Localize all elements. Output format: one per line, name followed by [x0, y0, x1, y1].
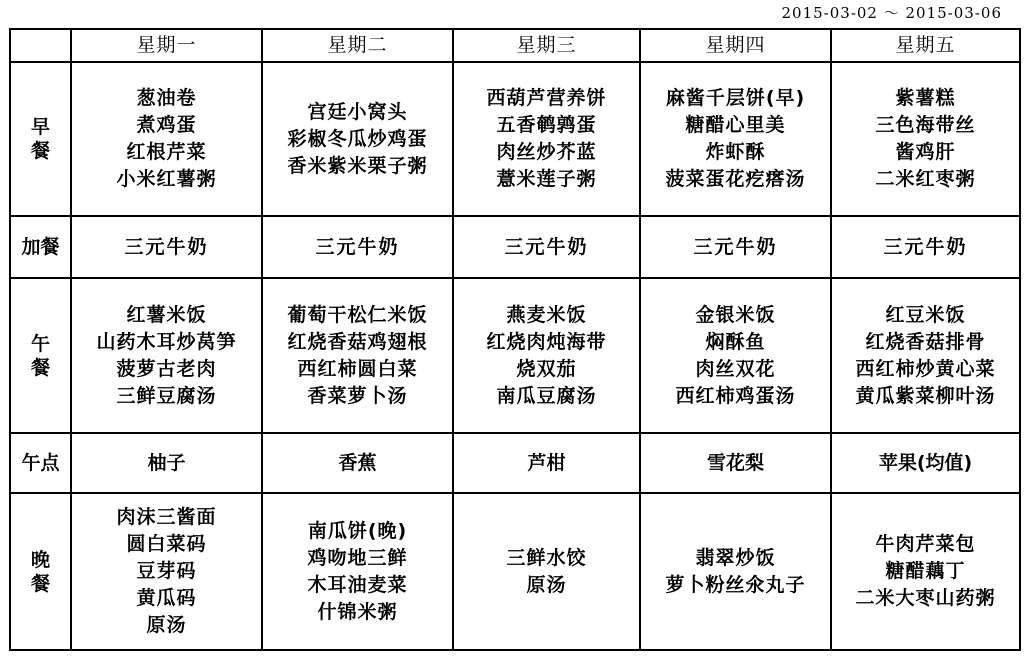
snack-friday: 三元牛奶: [831, 216, 1020, 278]
dish: 黄瓜码: [136, 587, 197, 609]
dish: 木耳油麦菜: [307, 573, 408, 596]
dinner-tuesday: [262, 493, 453, 650]
dish: 金银米饭: [695, 303, 776, 326]
dinner-monday: [71, 493, 262, 650]
meal-label-lunch: [10, 278, 71, 433]
dish: 原汤: [146, 614, 187, 636]
dish: 香米紫米栗子粥: [287, 154, 428, 177]
day-header-monday: 星期一: [71, 29, 262, 62]
snack-row: [10, 216, 1020, 278]
date-range: 2015-03-02 ～ 2015-03-06: [781, 4, 1002, 22]
meal-label-char: 餐: [30, 356, 50, 379]
dish: 二米大枣山药粥: [855, 587, 996, 609]
dinner-thursday: [640, 493, 831, 650]
dish: 原汤: [526, 573, 567, 596]
dish: 肉丝炒芥蓝: [496, 141, 597, 163]
dish: 葱油卷: [136, 87, 197, 109]
day-header-tuesday: 星期二: [262, 29, 453, 62]
dinner-friday: [831, 493, 1020, 650]
dish: 彩椒冬瓜炒鸡蛋: [287, 127, 428, 150]
fruit-friday: 苹果(均值): [831, 433, 1020, 493]
dish: 牛肉芹菜包: [875, 533, 976, 555]
dish: 紫薯糕: [895, 87, 956, 109]
meal-label-afternoon-snack: 午点: [10, 433, 71, 493]
dish: 薏米莲子粥: [496, 168, 597, 190]
dish: 燕麦米饭: [506, 303, 587, 326]
dish: 黄瓜紫菜柳叶汤: [855, 384, 996, 407]
dish: 糖醋藕丁: [885, 560, 966, 582]
dish: 山药木耳炒莴笋: [96, 330, 237, 353]
meal-label-breakfast: [10, 62, 71, 216]
dish: 糖醋心里美: [685, 114, 786, 136]
snack-wednesday: 三元牛奶: [453, 216, 640, 278]
afternoon-snack-row: [10, 433, 1020, 493]
dish: 萝卜粉丝氽丸子: [665, 573, 806, 596]
meal-label-dinner: [10, 493, 71, 650]
lunch-wednesday: [453, 278, 640, 433]
dish: 翡翠炒饭: [695, 546, 776, 569]
dish: 三鲜水饺: [506, 546, 587, 569]
dish: 炸虾酥: [705, 141, 766, 163]
dish: 宫廷小窝头: [307, 100, 408, 123]
fruit-tuesday: 香蕉: [262, 433, 453, 493]
meal-label-char: 午: [30, 332, 50, 355]
fruit-monday: 柚子: [71, 433, 262, 493]
dish: 西葫芦营养饼: [486, 87, 607, 109]
day-header-friday: 星期五: [831, 29, 1020, 62]
dish: 肉沫三酱面: [116, 506, 217, 528]
dish: 小米红薯粥: [116, 168, 217, 190]
snack-tuesday: 三元牛奶: [262, 216, 453, 278]
dish: 红烧肉炖海带: [486, 330, 607, 353]
dish: 煮鸡蛋: [136, 114, 197, 136]
dish: 南瓜豆腐汤: [496, 384, 597, 407]
dish: 二米红枣粥: [875, 168, 976, 190]
lunch-friday: [831, 278, 1020, 433]
dish: 葡萄干松仁米饭: [287, 303, 428, 326]
dish: 什锦米粥: [317, 600, 398, 623]
dish: 三鲜豆腐汤: [116, 384, 217, 407]
meal-label-char: 餐: [30, 140, 50, 162]
dish: 三色海带丝: [875, 114, 976, 136]
dish: 酱鸡肝: [895, 141, 956, 163]
fruit-thursday: 雪花梨: [640, 433, 831, 493]
header-row: [10, 29, 1020, 62]
fruit-wednesday: 芦柑: [453, 433, 640, 493]
meal-label-char: 餐: [30, 572, 50, 595]
dinner-row: [10, 493, 1020, 650]
lunch-row: [10, 278, 1020, 433]
day-header-wednesday: 星期三: [453, 29, 640, 62]
dish: 菠萝古老肉: [116, 357, 217, 380]
dish: 红薯米饭: [126, 303, 207, 326]
dish: 圆白菜码: [126, 533, 207, 555]
meal-label-snack: 加餐: [10, 216, 71, 278]
breakfast-row: [10, 62, 1020, 216]
dish: 西红柿鸡蛋汤: [675, 384, 796, 407]
dish: 鸡吻地三鲜: [307, 546, 408, 569]
dish: 麻酱千层饼(早): [665, 87, 806, 109]
dish: 西红柿炒黄心菜: [855, 357, 996, 380]
lunch-thursday: [640, 278, 831, 433]
dish: 香菜萝卜汤: [307, 384, 408, 407]
breakfast-wednesday: [453, 62, 640, 216]
dish: 红豆米饭: [885, 303, 966, 326]
dish: 菠菜蛋花疙瘩汤: [665, 168, 806, 190]
dish: 红烧香菇鸡翅根: [287, 330, 428, 353]
dish: 红烧香菇排骨: [865, 330, 986, 353]
dish: 肉丝双花: [695, 357, 776, 380]
lunch-monday: [71, 278, 262, 433]
lunch-tuesday: [262, 278, 453, 433]
dish: 红根芹菜: [126, 141, 207, 163]
dish: 豆芽码: [136, 560, 197, 582]
snack-monday: 三元牛奶: [71, 216, 262, 278]
meal-label-char: 晚: [30, 548, 50, 571]
breakfast-friday: [831, 62, 1020, 216]
dish: 南瓜饼(晚): [307, 519, 408, 542]
dish: 西红柿圆白菜: [297, 357, 418, 380]
dinner-wednesday: [453, 493, 640, 650]
corner-cell: [10, 29, 71, 62]
day-header-thursday: 星期四: [640, 29, 831, 62]
weekly-menu-table: [9, 28, 1021, 651]
breakfast-tuesday: [262, 62, 453, 216]
meal-label-char: 早: [30, 116, 50, 138]
dish: 烧双茄: [516, 357, 577, 380]
dish: 焖酥鱼: [705, 330, 766, 353]
snack-thursday: 三元牛奶: [640, 216, 831, 278]
dish: 五香鹌鹑蛋: [496, 114, 597, 136]
breakfast-thursday: [640, 62, 831, 216]
breakfast-monday: [71, 62, 262, 216]
